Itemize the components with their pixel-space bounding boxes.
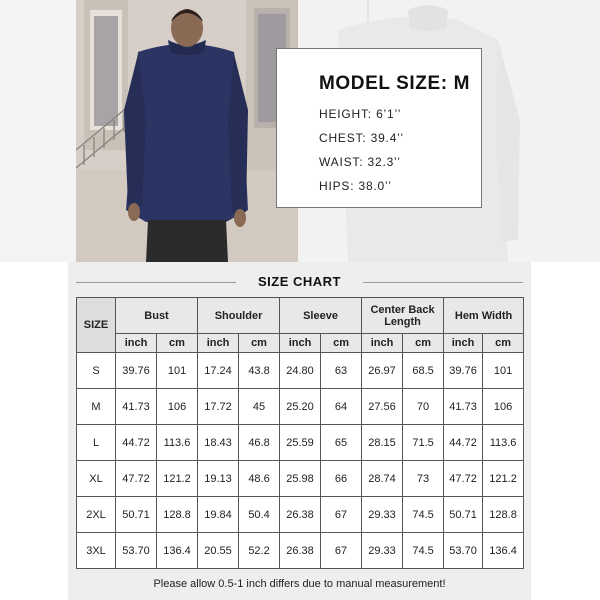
size-column-header: SIZE	[77, 298, 116, 353]
size-cell: S	[77, 353, 116, 389]
value-cell: 44.72	[444, 425, 483, 461]
unit-inch: inch	[198, 334, 239, 353]
sleeve-header: Sleeve	[280, 298, 362, 334]
value-cell: 25.59	[280, 425, 321, 461]
value-cell: 136.4	[483, 533, 524, 569]
unit-inch: inch	[362, 334, 403, 353]
table-row	[77, 353, 524, 389]
model-chest: CHEST: 39.4’’	[319, 131, 404, 145]
value-cell: 113.6	[483, 425, 524, 461]
value-cell: 70	[403, 389, 444, 425]
value-cell: 66	[321, 461, 362, 497]
value-cell: 52.2	[239, 533, 280, 569]
model-waist: WAIST: 32.3’’	[319, 155, 401, 169]
size-chart-panel	[68, 262, 531, 600]
value-cell: 101	[157, 353, 198, 389]
value-cell: 106	[157, 389, 198, 425]
value-cell: 53.70	[444, 533, 483, 569]
value-cell: 25.20	[280, 389, 321, 425]
value-cell: 136.4	[157, 533, 198, 569]
value-cell: 53.70	[116, 533, 157, 569]
bust-header: Bust	[116, 298, 198, 334]
model-back-view-photo	[76, 0, 298, 262]
value-cell: 18.43	[198, 425, 239, 461]
table-header-row	[77, 298, 524, 334]
value-cell: 19.84	[198, 497, 239, 533]
value-cell: 128.8	[483, 497, 524, 533]
size-cell: M	[77, 389, 116, 425]
unit-inch: inch	[116, 334, 157, 353]
value-cell: 63	[321, 353, 362, 389]
model-size-title: MODEL SIZE: M	[319, 73, 471, 94]
model-height: HEIGHT: 6’1’’	[319, 107, 402, 121]
value-cell: 39.76	[116, 353, 157, 389]
model-size-card	[276, 48, 482, 208]
value-cell: 47.72	[444, 461, 483, 497]
value-cell: 121.2	[483, 461, 524, 497]
product-photo-banner	[0, 0, 600, 262]
hem-width-header: Hem Width	[444, 298, 524, 334]
value-cell: 25.98	[280, 461, 321, 497]
measurement-footnote: Please allow 0.5-1 inch differs due to manual measurement!	[153, 578, 446, 590]
value-cell: 17.24	[198, 353, 239, 389]
model-illustration	[76, 0, 298, 262]
shoulder-header: Shoulder	[198, 298, 280, 334]
size-chart-heading	[68, 274, 531, 290]
value-cell: 44.72	[116, 425, 157, 461]
size-cell: 3XL	[77, 533, 116, 569]
size-chart-title: SIZE CHART	[258, 274, 341, 289]
size-cell: XL	[77, 461, 116, 497]
value-cell: 106	[483, 389, 524, 425]
table-row	[77, 461, 524, 497]
table-row	[77, 533, 524, 569]
value-cell: 28.74	[362, 461, 403, 497]
value-cell: 47.72	[116, 461, 157, 497]
value-cell: 45	[239, 389, 280, 425]
unit-inch: inch	[444, 334, 483, 353]
value-cell: 50.4	[239, 497, 280, 533]
value-cell: 71.5	[403, 425, 444, 461]
value-cell: 128.8	[157, 497, 198, 533]
value-cell: 24.80	[280, 353, 321, 389]
value-cell: 20.55	[198, 533, 239, 569]
value-cell: 74.5	[403, 533, 444, 569]
value-cell: 19.13	[198, 461, 239, 497]
table-row	[77, 389, 524, 425]
value-cell: 41.73	[116, 389, 157, 425]
unit-cm: cm	[321, 334, 362, 353]
value-cell: 39.76	[444, 353, 483, 389]
unit-cm: cm	[403, 334, 444, 353]
value-cell: 121.2	[157, 461, 198, 497]
value-cell: 50.71	[444, 497, 483, 533]
value-cell: 48.6	[239, 461, 280, 497]
value-cell: 27.56	[362, 389, 403, 425]
value-cell: 29.33	[362, 497, 403, 533]
value-cell: 41.73	[444, 389, 483, 425]
value-cell: 26.38	[280, 497, 321, 533]
size-cell: L	[77, 425, 116, 461]
center-back-length-header: Center Back Length	[362, 298, 444, 334]
unit-cm: cm	[483, 334, 524, 353]
value-cell: 68.5	[403, 353, 444, 389]
value-cell: 67	[321, 497, 362, 533]
value-cell: 113.6	[157, 425, 198, 461]
value-cell: 67	[321, 533, 362, 569]
model-hips: HIPS: 38.0’’	[319, 179, 392, 193]
value-cell: 74.5	[403, 497, 444, 533]
unit-inch: inch	[280, 334, 321, 353]
value-cell: 46.8	[239, 425, 280, 461]
table-row	[77, 497, 524, 533]
value-cell: 43.8	[239, 353, 280, 389]
value-cell: 17.72	[198, 389, 239, 425]
table-unit-row	[77, 334, 524, 353]
value-cell: 29.33	[362, 533, 403, 569]
value-cell: 26.97	[362, 353, 403, 389]
value-cell: 101	[483, 353, 524, 389]
size-table	[76, 297, 524, 569]
value-cell: 50.71	[116, 497, 157, 533]
value-cell: 64	[321, 389, 362, 425]
size-cell: 2XL	[77, 497, 116, 533]
value-cell: 28.15	[362, 425, 403, 461]
unit-cm: cm	[239, 334, 280, 353]
value-cell: 26.38	[280, 533, 321, 569]
value-cell: 73	[403, 461, 444, 497]
value-cell: 65	[321, 425, 362, 461]
unit-cm: cm	[157, 334, 198, 353]
table-row	[77, 425, 524, 461]
